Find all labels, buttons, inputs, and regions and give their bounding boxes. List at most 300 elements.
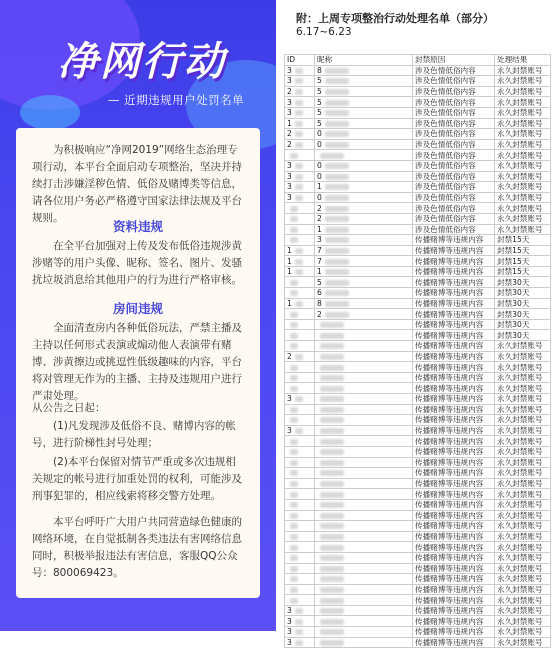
cell-nickname xyxy=(315,319,413,330)
cell-nickname-text: 3 xyxy=(317,235,322,245)
cell-reason: 传播赌博等违规内容 xyxy=(413,277,495,288)
cell-nickname xyxy=(315,160,413,171)
rule-item-1: (1)凡发现涉及低俗不良、赌博内容的帐号，进行阶梯性封号处理； xyxy=(32,420,236,449)
cell-id xyxy=(285,531,315,542)
table-row xyxy=(285,107,551,118)
cell-id-text: 3 xyxy=(287,193,292,203)
cell-reason: 传播赌博等违规内容 xyxy=(413,415,495,426)
cell-nickname xyxy=(315,446,413,457)
redaction-blur xyxy=(320,523,344,529)
cell-id xyxy=(285,319,315,330)
redaction-blur xyxy=(320,428,344,434)
redaction-blur xyxy=(295,608,303,614)
cell-id xyxy=(285,478,315,489)
cell-id xyxy=(285,627,315,638)
redaction-blur xyxy=(320,470,344,476)
cell-result: 永久封禁账号 xyxy=(495,468,551,479)
intro-text: 为积极响应“净网2019”网络生态治理专项行动，本平台全面启动专项整治，坚决并持续打击涉嫌淫秽色情、低俗及赌博类等信息，请各位用户务必严格遵守国家法律法规及平台规则。 xyxy=(32,144,242,224)
cell-id xyxy=(285,182,315,193)
cell-reason: 传播赌博等违规内容 xyxy=(413,574,495,585)
cell-nickname-text: 0 xyxy=(317,161,322,171)
cell-reason: 传播赌博等违规内容 xyxy=(413,425,495,436)
redaction-blur xyxy=(320,407,344,413)
cell-nickname xyxy=(315,383,413,394)
cell-id xyxy=(285,129,315,140)
cell-id xyxy=(285,139,315,150)
cell-id-text: 3 xyxy=(287,182,292,192)
table-row xyxy=(285,605,551,616)
cell-result: 永久封禁账号 xyxy=(495,574,551,585)
cell-id xyxy=(285,76,315,87)
cell-id xyxy=(285,394,315,405)
table-row xyxy=(285,203,551,214)
redaction-blur xyxy=(325,163,349,169)
cell-result: 永久封禁账号 xyxy=(495,552,551,563)
cell-id xyxy=(285,584,315,595)
cell-nickname xyxy=(315,256,413,267)
redaction-blur xyxy=(325,248,349,254)
cell-nickname xyxy=(315,542,413,553)
cell-nickname-text: 7 xyxy=(317,245,322,255)
redaction-blur xyxy=(325,89,349,95)
cell-reason: 涉及色情低俗内容 xyxy=(413,224,495,235)
table-row xyxy=(285,584,551,595)
cell-reason: 传播赌博等违规内容 xyxy=(413,351,495,362)
cell-nickname xyxy=(315,468,413,479)
table-row xyxy=(285,224,551,235)
cell-nickname xyxy=(315,129,413,140)
cell-nickname xyxy=(315,595,413,606)
redaction-blur xyxy=(325,280,349,286)
cell-nickname-text: 0 xyxy=(317,129,322,139)
redaction-blur xyxy=(325,142,349,148)
cell-result: 永久封禁账号 xyxy=(495,182,551,193)
cell-result: 永久封禁账号 xyxy=(495,171,551,182)
cell-result: 永久封禁账号 xyxy=(495,415,551,426)
cell-id-text: 1 xyxy=(287,267,292,277)
cell-result: 永久封禁账号 xyxy=(495,107,551,118)
cell-id-text: 3 xyxy=(287,65,292,75)
cell-id xyxy=(285,97,315,108)
cell-nickname xyxy=(315,65,413,76)
redaction-blur xyxy=(290,290,298,296)
redaction-blur xyxy=(295,428,303,434)
cell-id xyxy=(285,510,315,521)
cell-id xyxy=(285,192,315,203)
cell-nickname-text: 7 xyxy=(317,256,322,266)
cell-id-text: 3 xyxy=(287,171,292,181)
cell-id-text: 2 xyxy=(287,140,292,150)
redaction-blur xyxy=(295,629,303,635)
redaction-blur xyxy=(320,534,344,540)
column-header-reason: 封禁原因 xyxy=(413,55,495,66)
cell-nickname xyxy=(315,213,413,224)
cell-nickname-text: 5 xyxy=(317,76,322,86)
table-row xyxy=(285,563,551,574)
cell-nickname xyxy=(315,150,413,161)
cell-reason: 涉及色情低俗内容 xyxy=(413,129,495,140)
redaction-blur xyxy=(320,354,344,360)
cell-id xyxy=(285,203,315,214)
redaction-blur xyxy=(290,449,298,455)
redaction-blur xyxy=(325,121,349,127)
cell-result: 永久封禁账号 xyxy=(495,118,551,129)
cell-id-text: 1 xyxy=(287,298,292,308)
redaction-blur xyxy=(320,576,344,582)
cell-nickname xyxy=(315,616,413,627)
redaction-blur xyxy=(320,629,344,635)
redaction-blur xyxy=(290,576,298,582)
cell-id-text: 2 xyxy=(287,351,292,361)
cell-reason: 传播赌博等违规内容 xyxy=(413,298,495,309)
cell-nickname-text: 6 xyxy=(317,288,322,298)
cell-id-text: 3 xyxy=(287,426,292,436)
redaction-blur xyxy=(290,237,298,243)
cell-nickname-text: 1 xyxy=(317,267,322,277)
cell-id xyxy=(285,404,315,415)
cell-result: 永久封禁账号 xyxy=(495,510,551,521)
cell-nickname xyxy=(315,489,413,500)
cell-id-text: 1 xyxy=(287,118,292,128)
table-row xyxy=(285,404,551,415)
redaction-blur xyxy=(325,100,349,106)
cell-id xyxy=(285,446,315,457)
cell-id xyxy=(285,595,315,606)
redaction-blur xyxy=(295,640,303,646)
cell-nickname xyxy=(315,139,413,150)
table-row xyxy=(285,266,551,277)
cell-result: 永久封禁账号 xyxy=(495,351,551,362)
cell-reason: 涉及色情低俗内容 xyxy=(413,118,495,129)
cell-nickname-text: 2 xyxy=(317,203,322,213)
cell-result: 永久封禁账号 xyxy=(495,139,551,150)
table-row xyxy=(285,510,551,521)
cell-nickname xyxy=(315,605,413,616)
announce-lead: 从公告之日起： xyxy=(32,402,106,414)
cell-nickname xyxy=(315,362,413,373)
redaction-blur xyxy=(290,153,298,159)
redaction-blur xyxy=(320,396,344,402)
cell-id-text: 3 xyxy=(287,97,292,107)
cell-id xyxy=(285,616,315,627)
redaction-blur xyxy=(290,365,298,371)
cell-id xyxy=(285,341,315,352)
penalty-table xyxy=(284,54,551,648)
cell-nickname xyxy=(315,436,413,447)
cell-reason: 传播赌博等违规内容 xyxy=(413,341,495,352)
redaction-blur xyxy=(290,460,298,466)
cell-nickname-text: 5 xyxy=(317,118,322,128)
cell-result: 永久封禁账号 xyxy=(495,425,551,436)
cell-result: 永久封禁账号 xyxy=(495,457,551,468)
cell-result: 永久封禁账号 xyxy=(495,97,551,108)
redaction-blur xyxy=(290,534,298,540)
cell-nickname-text: 0 xyxy=(317,171,322,181)
redaction-blur xyxy=(290,375,298,381)
cell-id-text: 3 xyxy=(287,606,292,616)
cell-id xyxy=(285,213,315,224)
cell-nickname-text: 5 xyxy=(317,97,322,107)
section-title-profile: 资料违规 xyxy=(112,219,163,234)
cell-result: 封禁15天 xyxy=(495,256,551,267)
cell-nickname xyxy=(315,97,413,108)
table-row xyxy=(285,489,551,500)
table-row xyxy=(285,446,551,457)
redaction-blur xyxy=(325,195,349,201)
cell-result: 封禁15天 xyxy=(495,235,551,246)
cell-nickname xyxy=(315,499,413,510)
cell-reason: 涉及色情低俗内容 xyxy=(413,182,495,193)
redaction-blur xyxy=(320,449,344,455)
cell-id xyxy=(285,298,315,309)
cell-id xyxy=(285,150,315,161)
cell-nickname xyxy=(315,266,413,277)
redaction-blur xyxy=(325,227,349,233)
table-row xyxy=(285,182,551,193)
redaction-blur xyxy=(290,492,298,498)
redaction-blur xyxy=(290,545,298,551)
cell-nickname xyxy=(315,351,413,362)
cell-reason: 涉及色情低俗内容 xyxy=(413,160,495,171)
cell-reason: 传播赌博等违规内容 xyxy=(413,616,495,627)
redaction-blur xyxy=(295,100,303,106)
redaction-blur xyxy=(290,280,298,286)
cell-id-text: 3 xyxy=(287,637,292,647)
cell-result: 永久封禁账号 xyxy=(495,563,551,574)
cell-id xyxy=(285,288,315,299)
table-row xyxy=(285,160,551,171)
cell-reason: 传播赌博等违规内容 xyxy=(413,446,495,457)
cell-reason: 涉及色情低俗内容 xyxy=(413,192,495,203)
cell-reason: 涉及色情低俗内容 xyxy=(413,171,495,182)
table-row xyxy=(285,129,551,140)
redaction-blur xyxy=(290,523,298,529)
list-date-range: 6.17~6.23 xyxy=(296,26,352,38)
cell-id-text: 2 xyxy=(287,87,292,97)
cell-reason: 传播赌博等违规内容 xyxy=(413,489,495,500)
redaction-blur xyxy=(320,460,344,466)
cell-reason: 涉及色情低俗内容 xyxy=(413,65,495,76)
cell-result: 永久封禁账号 xyxy=(495,341,551,352)
redaction-blur xyxy=(295,184,303,190)
redaction-blur xyxy=(320,322,344,328)
redaction-blur xyxy=(320,640,344,646)
cell-nickname-text: 5 xyxy=(317,277,322,287)
cell-result: 永久封禁账号 xyxy=(495,404,551,415)
redaction-blur xyxy=(290,587,298,593)
cell-id xyxy=(285,415,315,426)
redaction-blur xyxy=(325,174,349,180)
cell-nickname xyxy=(315,107,413,118)
cell-id xyxy=(285,277,315,288)
cell-nickname-text: 0 xyxy=(317,193,322,203)
cell-reason: 传播赌博等违规内容 xyxy=(413,521,495,532)
redaction-blur xyxy=(325,216,349,222)
cell-id-text: 3 xyxy=(287,161,292,171)
table-row xyxy=(285,150,551,161)
table-row xyxy=(285,171,551,182)
redaction-blur xyxy=(320,417,344,423)
cell-nickname xyxy=(315,245,413,256)
cell-nickname xyxy=(315,235,413,246)
cell-reason: 传播赌博等违规内容 xyxy=(413,627,495,638)
cell-id xyxy=(285,65,315,76)
cell-id xyxy=(285,468,315,479)
cell-id xyxy=(285,425,315,436)
redaction-blur xyxy=(320,555,344,561)
cell-reason: 涉及色情低俗内容 xyxy=(413,76,495,87)
cell-id xyxy=(285,256,315,267)
cell-reason: 传播赌博等违规内容 xyxy=(413,288,495,299)
cell-result: 永久封禁账号 xyxy=(495,150,551,161)
cell-reason: 传播赌博等违规内容 xyxy=(413,637,495,648)
cell-reason: 传播赌博等违规内容 xyxy=(413,478,495,489)
cell-result: 永久封禁账号 xyxy=(495,383,551,394)
cell-result: 永久封禁账号 xyxy=(495,362,551,373)
announcement-card xyxy=(16,128,260,598)
cell-id xyxy=(285,171,315,182)
table-row xyxy=(285,552,551,563)
cell-nickname-text: 1 xyxy=(317,182,322,192)
cell-nickname xyxy=(315,563,413,574)
table-row xyxy=(285,595,551,606)
cell-nickname xyxy=(315,457,413,468)
cell-id xyxy=(285,383,315,394)
table-row xyxy=(285,372,551,383)
cell-result: 永久封禁账号 xyxy=(495,129,551,140)
table-row xyxy=(285,521,551,532)
redaction-blur xyxy=(320,365,344,371)
table-row xyxy=(285,425,551,436)
cell-reason: 涉及色情低俗内容 xyxy=(413,97,495,108)
table-row xyxy=(285,468,551,479)
cell-reason: 传播赌博等违规内容 xyxy=(413,510,495,521)
cell-result: 永久封禁账号 xyxy=(495,372,551,383)
redaction-blur xyxy=(290,481,298,487)
cell-result: 永久封禁账号 xyxy=(495,65,551,76)
redaction-blur xyxy=(320,566,344,572)
cell-nickname xyxy=(315,510,413,521)
cell-nickname xyxy=(315,192,413,203)
cell-nickname xyxy=(315,341,413,352)
cell-id xyxy=(285,563,315,574)
table-row xyxy=(285,288,551,299)
cell-nickname xyxy=(315,298,413,309)
table-header-row xyxy=(285,55,551,66)
cell-result: 封禁30天 xyxy=(495,277,551,288)
cell-nickname-text: 2 xyxy=(317,214,322,224)
cell-id xyxy=(285,372,315,383)
cell-reason: 传播赌博等违规内容 xyxy=(413,309,495,320)
redaction-blur xyxy=(320,608,344,614)
cell-nickname xyxy=(315,394,413,405)
cell-result: 封禁15天 xyxy=(495,245,551,256)
table-row xyxy=(285,256,551,267)
redaction-blur xyxy=(295,354,303,360)
cell-result: 封禁30天 xyxy=(495,309,551,320)
redaction-blur xyxy=(290,439,298,445)
cell-id xyxy=(285,160,315,171)
table-row xyxy=(285,362,551,373)
table-row xyxy=(285,298,551,309)
cell-nickname-text: 8 xyxy=(317,65,322,75)
redaction-blur xyxy=(295,248,303,254)
redaction-blur xyxy=(295,259,303,265)
redaction-blur xyxy=(320,481,344,487)
redaction-blur xyxy=(320,545,344,551)
closing-text: 本平台呼吁广大用户共同营造绿色健康的网络环境，在自觉抵制各类违法有害网络信息同时，积极举报违法有害信息，客服QQ公众号：800069423。 xyxy=(32,516,242,579)
cell-result: 永久封禁账号 xyxy=(495,542,551,553)
cell-id xyxy=(285,235,315,246)
redaction-blur xyxy=(290,555,298,561)
cell-nickname xyxy=(315,478,413,489)
redaction-blur xyxy=(290,598,298,604)
table-row xyxy=(285,235,551,246)
redaction-blur xyxy=(290,322,298,328)
redaction-blur xyxy=(325,269,349,275)
cell-nickname xyxy=(315,425,413,436)
cell-result: 永久封禁账号 xyxy=(495,76,551,87)
cell-result: 封禁15天 xyxy=(495,266,551,277)
cell-id-text: 1 xyxy=(287,256,292,266)
redaction-blur xyxy=(325,78,349,84)
cell-id-text: 1 xyxy=(287,245,292,255)
cell-nickname xyxy=(315,203,413,214)
cell-id xyxy=(285,521,315,532)
cell-reason: 传播赌博等违规内容 xyxy=(413,563,495,574)
cell-nickname xyxy=(315,118,413,129)
table-row xyxy=(285,330,551,341)
redaction-blur xyxy=(295,396,303,402)
cell-result: 封禁30天 xyxy=(495,330,551,341)
section-text-room: 全面清查房内各种低俗玩法，严禁主播及主持以任何形式表演或煽动他人表演带有赌博、涉黄擦边或挑逗性低级趣味的内容，平台将对管理无作为的主播、主持及违规用户进行严肃处理。 xyxy=(32,322,242,402)
cell-id xyxy=(285,351,315,362)
redaction-blur xyxy=(295,131,303,137)
redaction-blur xyxy=(290,227,298,233)
cell-result: 永久封禁账号 xyxy=(495,531,551,542)
section-text-profile: 在全平台加强对上传及发布低俗违规涉黄涉赌等的用户头像、昵称、签名、图片、发骚扰垃圾消息给其他用户的行为进行严格审核。 xyxy=(32,240,242,286)
table-row xyxy=(285,65,551,76)
table-row xyxy=(285,245,551,256)
redaction-blur xyxy=(325,206,349,212)
redaction-blur xyxy=(325,312,349,318)
banner-title: 净网行动 xyxy=(58,39,226,85)
announcement-panel xyxy=(0,0,276,631)
cell-id xyxy=(285,552,315,563)
cell-id xyxy=(285,362,315,373)
table-row xyxy=(285,139,551,150)
cell-nickname xyxy=(315,637,413,648)
cell-nickname-text: 2 xyxy=(317,309,322,319)
table-row xyxy=(285,616,551,627)
cell-id xyxy=(285,86,315,97)
cell-nickname-text: 5 xyxy=(317,108,322,118)
cell-id xyxy=(285,637,315,648)
column-header-nickname: 昵称 xyxy=(315,55,413,66)
cell-reason: 涉及色情低俗内容 xyxy=(413,150,495,161)
redaction-blur xyxy=(320,343,344,349)
redaction-blur xyxy=(325,290,349,296)
table-row xyxy=(285,478,551,489)
list-heading: 附：上周专项整治行动处理名单（部分） xyxy=(296,12,494,25)
cell-reason: 传播赌博等违规内容 xyxy=(413,319,495,330)
table-row xyxy=(285,118,551,129)
cell-id xyxy=(285,542,315,553)
cell-nickname xyxy=(315,574,413,585)
redaction-blur xyxy=(325,110,349,116)
table-row xyxy=(285,192,551,203)
redaction-blur xyxy=(290,470,298,476)
